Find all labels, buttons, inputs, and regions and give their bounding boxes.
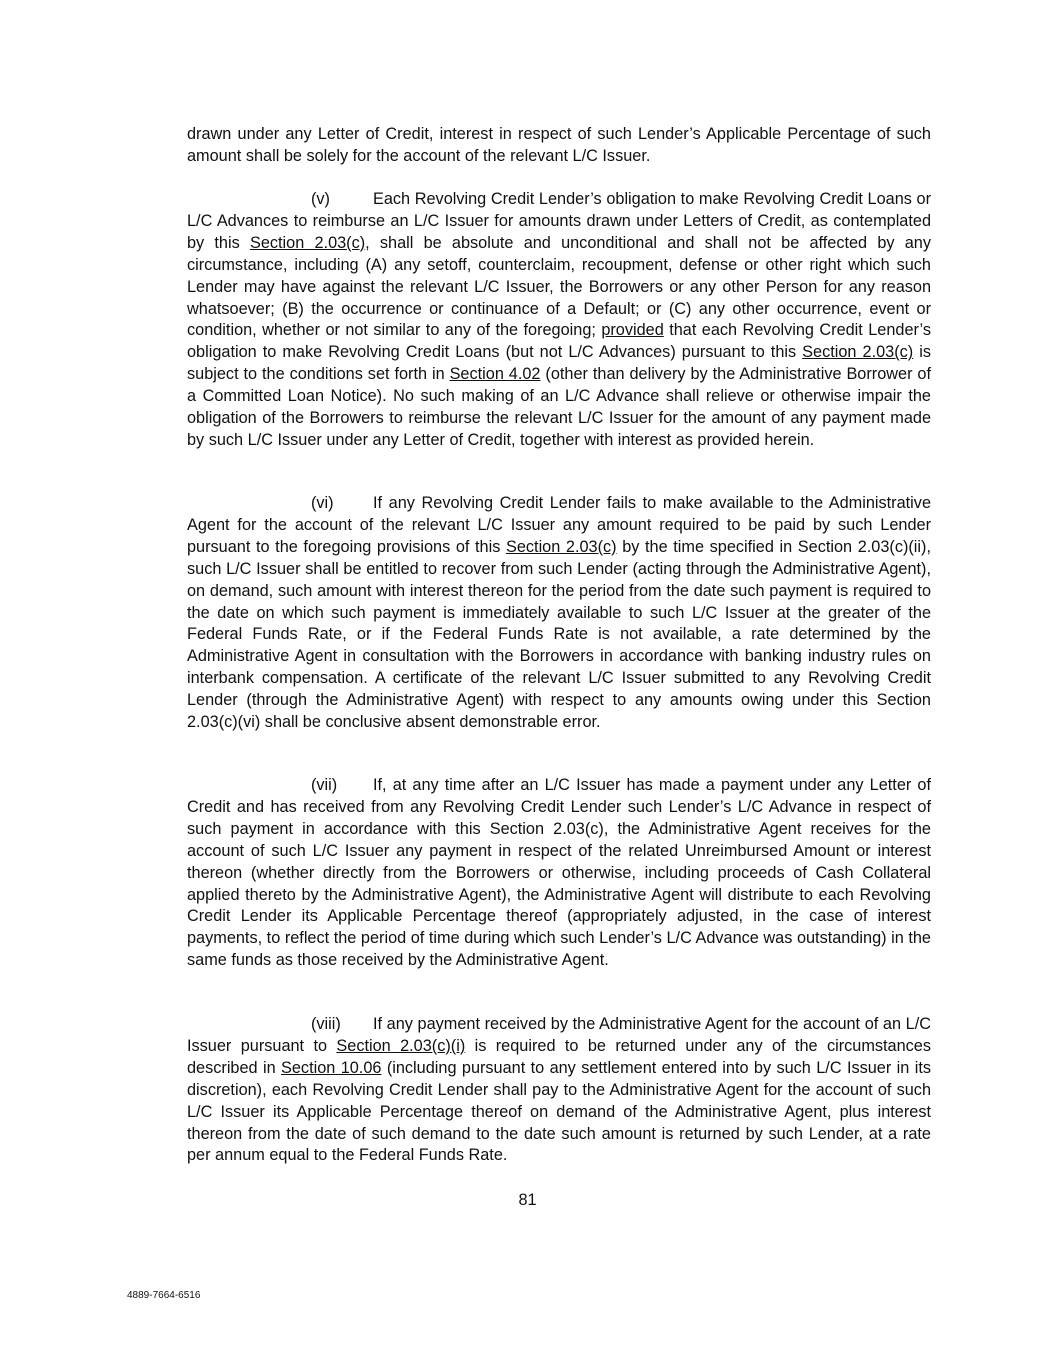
text-segment: is required to be returned under any of the circumstances described in <box>187 1036 931 1077</box>
section-reference: Section 4.02 <box>449 365 541 384</box>
text-segment: If, at any time after an L/C Issuer has made a payment under any Letter of Credit and has received from any Revolving Credit Lender such Lender’s L/C Advance in respect of such payment in accordance with this Section 2.03(c), the Administrative Agent receives for the account of such L/C Issuer any payment in respect of the related Unreimbursed Amount or interest thereon (whether directly from the Borrowers or otherwise, including proceeds of Cash Collateral applied thereto by the Administrative Agent), the Administrative Agent will distribute to each Revolving Credit Lender its Applicable Percentage thereof (appropriately adjusted, in the case of interest payments, to reflect the period of time during which such Lender’s L/C Advance was outstanding) in the same funds as those received by the Administrative Agent. <box>187 776 931 970</box>
text-segment: is subject to the conditions set forth in <box>187 343 931 384</box>
page-number: 81 <box>518 1191 537 1209</box>
paragraph-viii <box>187 1014 931 1167</box>
section-reference: Section 10.06 <box>281 1058 382 1077</box>
text-segment: that each Revolving Credit Lender’s obligation to make Revolving Credit Loans (but not L/C Advances) pursuant to this <box>187 321 931 362</box>
paragraph-text <box>187 493 931 734</box>
paragraph-text <box>187 775 931 972</box>
paragraph-v <box>187 189 931 452</box>
clause-marker: (viii) <box>311 1015 341 1033</box>
paragraph-continuation <box>187 124 931 168</box>
paragraph-vii <box>187 775 931 972</box>
paragraph-text <box>187 1014 931 1167</box>
text-segment: drawn under any Letter of Credit, interest in respect of such Lender’s Applicable Percentage of such amount shall be solely for the account of the relevant L/C Issuer. <box>187 125 931 165</box>
paragraph-text <box>187 124 931 168</box>
section-reference: provided <box>601 321 664 340</box>
clause-marker: (v) <box>311 190 330 208</box>
text-segment: (including pursuant to any settlement entered into by such L/C Issuer in its discretion), each Revolving Credit Lender shall pay to the Administrative Agent for the account of such L/C Issuer its Applicable Percentage thereof on demand of the Administrative Agent, plus interest thereon from the date of such demand to the date such amount is returned by such Lender, at a rate per annum equal to the Federal Funds Rate. <box>187 1058 931 1165</box>
text-segment: If any payment received by the Administrative Agent for the account of an L/C Issuer pursuant to <box>187 1015 931 1055</box>
text-segment: (other than delivery by the Administrative Borrower of a Committed Loan Notice). No such making of an L/C Advance shall relieve or otherwise impair the obligation of the Borrowers to reimburse the relevant L/C Issuer for the amount of any payment made by such L/C Issuer under any Letter of Credit, together with interest as provided herein. <box>187 365 931 449</box>
section-reference: Section 2.03(c) <box>802 343 914 362</box>
section-reference: Section 2.03(c) <box>505 537 617 556</box>
paragraph-vi <box>187 493 931 734</box>
document-id: 4889-7664-6516 <box>127 1290 201 1301</box>
paragraph-text <box>187 189 931 452</box>
text-segment: , shall be absolute and unconditional and shall not be affected by any circumstance, including (A) any setoff, counterclaim, recoupment, defense or other right which such Lender may have against the relevant L/C Issuer, the Borrowers or any other Person for any reason whatsoever; (B) the occurrence or continuance of a Default; or (C) any other occurrence, event or condition, whether or not similar to any of the foregoing; <box>187 233 931 340</box>
clause-marker: (vii) <box>311 776 338 794</box>
section-reference: Section 2.03(c) <box>249 233 366 252</box>
clause-marker: (vi) <box>311 494 334 512</box>
text-segment: Each Revolving Credit Lender’s obligation to make Revolving Credit Loans or L/C Advances to reimburse an L/C Issuer for amounts drawn under Letters of Credit, as contemplated by this <box>187 190 931 252</box>
text-segment: by the time specified in Section 2.03(c)(ii), such L/C Issuer shall be entitled to recover from such Lender (acting through the Administrative Agent), on demand, such amount with interest thereon for the period from the date such payment is required to the date on which such payment is immediately available to such L/C Issuer at the greater of the Federal Funds Rate, or if the Federal Funds Rate is not available, a rate determined by the Administrative Agent in consultation with the Borrowers in accordance with banking industry rules on interbank compensation. A certificate of the relevant L/C Issuer submitted to any Revolving Credit Lender (through the Administrative Agent) with respect to any amounts owing under this Section 2.03(c)(vi) shall be conclusive absent demonstrable error. <box>187 537 931 732</box>
text-segment: If any Revolving Credit Lender fails to make available to the Administrative Agent for the account of the relevant L/C Issuer any amount required to be paid by such Lender pursuant to the foregoing provisions of this <box>187 494 931 556</box>
section-reference: Section 2.03(c)(i) <box>336 1036 466 1055</box>
